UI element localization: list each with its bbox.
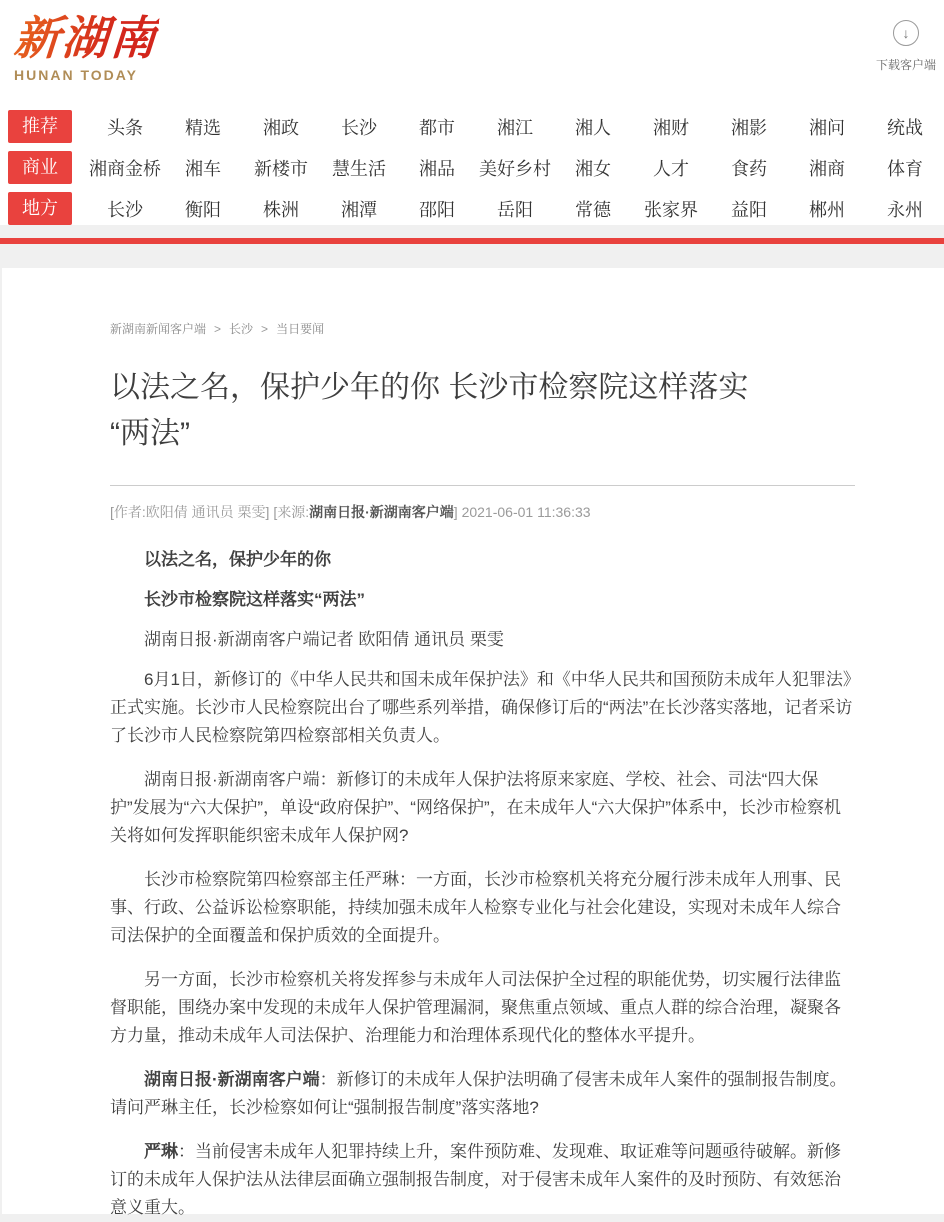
nav-item[interactable]: 都市 (419, 117, 455, 138)
download-client-button[interactable] (870, 20, 942, 73)
nav-item[interactable]: 长沙 (107, 199, 143, 220)
nav-item[interactable]: 湘商金桥 (89, 158, 161, 179)
nav-label[interactable]: 地方 (8, 192, 72, 225)
breadcrumb-separator: > (261, 322, 269, 336)
gray-band (0, 244, 944, 268)
article-paragraph: 严琳：当前侵害未成年人犯罪持续上升，案件预防难、发现难、取证难等问题亟待破解。新修订的未成年人保护法从法律层面确立强制报告制度，对于侵害未成年人案件的及时预防、有效惩治意义重大。 (110, 1142, 841, 1217)
breadcrumb-item[interactable]: 长沙 (229, 322, 254, 336)
article-paragraph: 湖南日报·新湖南客户端记者 欧阳倩 通讯员 栗雯 (144, 630, 504, 649)
nav-item[interactable]: 头条 (107, 117, 143, 138)
nav-item[interactable]: 株洲 (263, 199, 299, 220)
breadcrumb-separator: > (214, 322, 222, 336)
article-card (2, 268, 944, 1217)
site-header (0, 0, 944, 108)
article-paragraph: 湖南日报·新湖南客户端：新修订的未成年人保护法明确了侵害未成年人案件的强制报告制度。请问严琳主任，长沙检察如何让“强制报告制度”落实落地? (110, 1070, 847, 1117)
nav-item[interactable]: 益阳 (731, 199, 767, 220)
article-datetime: 2021-06-01 11:36:33 (461, 504, 591, 520)
nav-item[interactable]: 统战 (887, 117, 923, 138)
article-body (110, 546, 855, 1222)
title-divider (110, 485, 855, 486)
breadcrumb-item[interactable]: 新湖南新闻客户端 (110, 322, 207, 336)
nav-item[interactable]: 湘财 (653, 117, 689, 138)
site-logo[interactable] (14, 12, 158, 83)
article-paragraph: 湖南日报·新湖南客户端：新修订的未成年人保护法将原来家庭、学校、社会、司法“四大保护”发展为“六大保护”，单设“政府保护”、“网络保护”，在未成年人“六大保护”体系中，长沙市检察机关将如何发挥职能织密未成年人保护网? (110, 770, 841, 845)
article-content (110, 320, 855, 1222)
article-meta (110, 502, 855, 522)
nav-item[interactable]: 食药 (731, 158, 767, 179)
download-icon: ↓ (893, 20, 919, 46)
download-label: 下载客户端 (875, 58, 936, 72)
site-logo-subtitle: HUNAN TODAY (14, 67, 138, 83)
nav-item[interactable]: 湘车 (185, 158, 221, 179)
nav-item[interactable]: 郴州 (809, 199, 845, 220)
nav-item[interactable]: 体育 (887, 158, 923, 179)
nav-item[interactable]: 湘问 (809, 117, 845, 138)
nav-item[interactable]: 邵阳 (419, 199, 455, 220)
nav-item[interactable]: 湘品 (419, 158, 455, 179)
article-title-line2: “两法” (110, 417, 190, 450)
article-paragraph: 另一方面，长沙市检察机关将发挥参与未成年人司法保护全过程的职能优势，切实履行法律监督职能，围绕办案中发现的未成年人保护管理漏洞，聚焦重点领域、重点人群的综合治理，凝聚各方力量，推动未成年人司法保护、治理能力和治理体系现代化的整体水平提升。 (110, 970, 841, 1045)
nav-row (8, 110, 944, 143)
nav-items (86, 114, 944, 140)
article-title-line1: 以法之名，保护少年的你 长沙市检察院这样落实 (110, 371, 749, 404)
paragraph-lead: 严琳 (144, 1142, 178, 1161)
nav-item[interactable]: 衡阳 (185, 199, 221, 220)
article-title (110, 365, 855, 457)
nav-item[interactable]: 湘人 (575, 117, 611, 138)
nav-item[interactable]: 湘女 (575, 158, 611, 179)
article-source: 湖南日报·新湖南客户端 (309, 504, 454, 520)
nav-items (86, 155, 944, 181)
nav-item[interactable]: 岳阳 (497, 199, 533, 220)
article-source-prefix: [来源: (273, 504, 310, 520)
nav-item[interactable]: 湘江 (497, 117, 533, 138)
nav-item[interactable]: 美好乡村 (479, 158, 551, 179)
nav-item[interactable]: 长沙 (341, 117, 377, 138)
article-paragraph: 以法之名，保护少年的你 (144, 550, 331, 569)
nav-item[interactable]: 常德 (575, 199, 611, 220)
nav-item[interactable]: 人才 (653, 158, 689, 179)
article-paragraph: 长沙市检察院这样落实“两法” (144, 590, 365, 609)
paragraph-lead: 湖南日报·新湖南客户端 (144, 1070, 320, 1089)
nav-item[interactable]: 永州 (887, 199, 923, 220)
nav-items (86, 196, 944, 222)
article-paragraph: 长沙市检察院第四检察部主任严琳：一方面，长沙市检察机关将充分履行涉未成年人刑事、民事、行政、公益诉讼检察职能，持续加强未成年人检察专业化与社会化建设，实现对未成年人综合司法保护的全面覆盖和保护质效的全面提升。 (110, 870, 841, 945)
nav-item[interactable]: 湘影 (731, 117, 767, 138)
nav-item[interactable]: 新楼市 (254, 158, 308, 179)
nav-item[interactable]: 精选 (185, 117, 221, 138)
breadcrumb (110, 320, 855, 337)
main-nav (0, 108, 944, 225)
nav-item[interactable]: 湘潭 (341, 199, 377, 220)
nav-row (8, 192, 944, 225)
nav-label[interactable]: 推荐 (8, 110, 72, 143)
nav-item[interactable]: 慧生活 (332, 158, 386, 179)
breadcrumb-item[interactable]: 当日要闻 (276, 322, 325, 336)
nav-row (8, 151, 944, 184)
nav-label[interactable]: 商业 (8, 151, 72, 184)
article-paragraph: 6月1日，新修订的《中华人民共和国未成年保护法》和《中华人民共和国预防未成年人犯罪法》正式实施。长沙市人民检察院出台了哪些系列举措，确保修订后的“两法”在长沙落实落地，记者采访了长沙市人民检察院第四检察部相关负责人。 (110, 670, 853, 745)
nav-item[interactable]: 湘政 (263, 117, 299, 138)
article-source-suffix: ] (453, 504, 458, 520)
site-logo-text: 新湖南 (12, 12, 160, 64)
nav-item[interactable]: 湘商 (809, 158, 845, 179)
nav-item[interactable]: 张家界 (644, 199, 698, 220)
article-author: [作者:欧阳倩 通讯员 栗雯] (110, 504, 270, 520)
